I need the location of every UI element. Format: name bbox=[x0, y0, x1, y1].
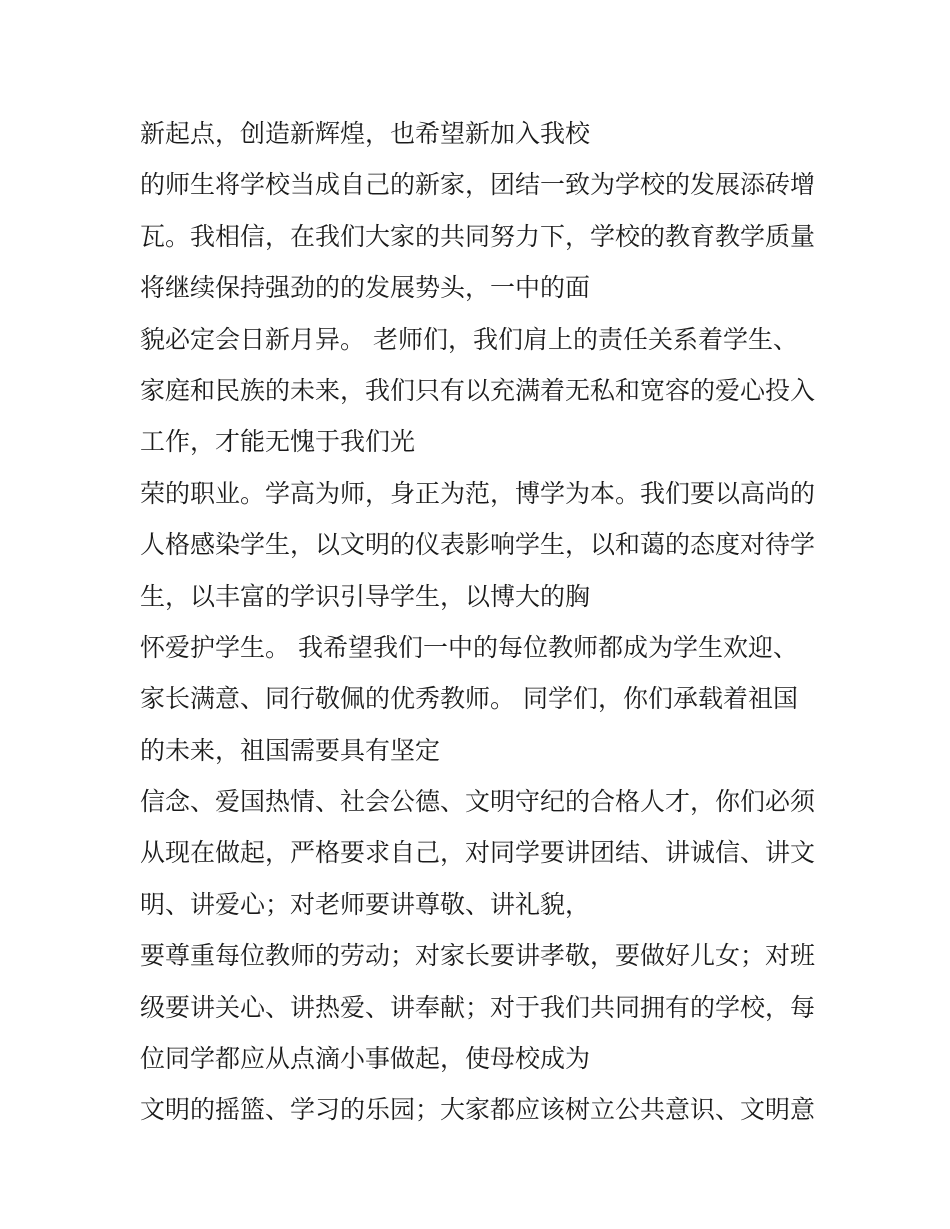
text-line: 工作，才能无愧于我们光 bbox=[140, 427, 416, 457]
text-line: 瓦。我相信，在我们大家的共同努力下，学校的教育教学质量 bbox=[140, 221, 816, 251]
text-line: 文明的摇篮、学习的乐园；大家都应该树立公共意识、文明意 bbox=[140, 1095, 816, 1125]
text-line: 的未来，祖国需要具有坚定 bbox=[140, 735, 441, 765]
text-line: 人格感染学生，以文明的仪表影响学生，以和蔼的态度对待学 bbox=[140, 530, 816, 560]
text-line: 家庭和民族的未来，我们只有以充满着无私和宽容的爱心投入 bbox=[140, 375, 816, 405]
text-line: 从现在做起，严格要求自己，对同学要讲团结、讲诚信、讲文 bbox=[140, 838, 816, 868]
text-line: 新起点，创造新辉煌，也希望新加入我校 bbox=[140, 119, 591, 148]
text-line: 信念、爱国热情、社会公德、文明守纪的合格人才，你们必须 bbox=[140, 787, 816, 817]
text-line: 的师生将学校当成自己的新家，团结一致为学校的发展添砖增 bbox=[140, 170, 816, 200]
text-line: 怀爱护学生。 我希望我们一中的每位教师都成为学生欢迎、 bbox=[140, 632, 798, 662]
text-line: 将继续保持强劲的的发展势头，一中的面 bbox=[140, 273, 591, 303]
text-line: 貌必定会日新月异。 老师们，我们肩上的责任关系着学生、 bbox=[140, 324, 798, 354]
text-line: 要尊重每位教师的劳动；对家长要讲孝敬，要做好儿女；对班 bbox=[140, 941, 816, 971]
text-line: 位同学都应从点滴小事做起，使母校成为 bbox=[140, 1044, 591, 1074]
text-line: 明、讲爱心；对老师要讲尊敬、讲礼貌， bbox=[140, 889, 591, 919]
text-line: 生，以丰富的学识引导学生，以博大的胸 bbox=[140, 581, 591, 611]
body-text bbox=[140, 108, 830, 1136]
text-line: 家长满意、同行敬佩的优秀教师。 同学们，你们承载着祖国 bbox=[140, 684, 798, 714]
text-line: 级要讲关心、讲热爱、讲奉献；对于我们共同拥有的学校，每 bbox=[140, 992, 816, 1022]
text-line: 荣的职业。学高为师，身正为范，博学为本。我们要以高尚的 bbox=[140, 478, 816, 508]
